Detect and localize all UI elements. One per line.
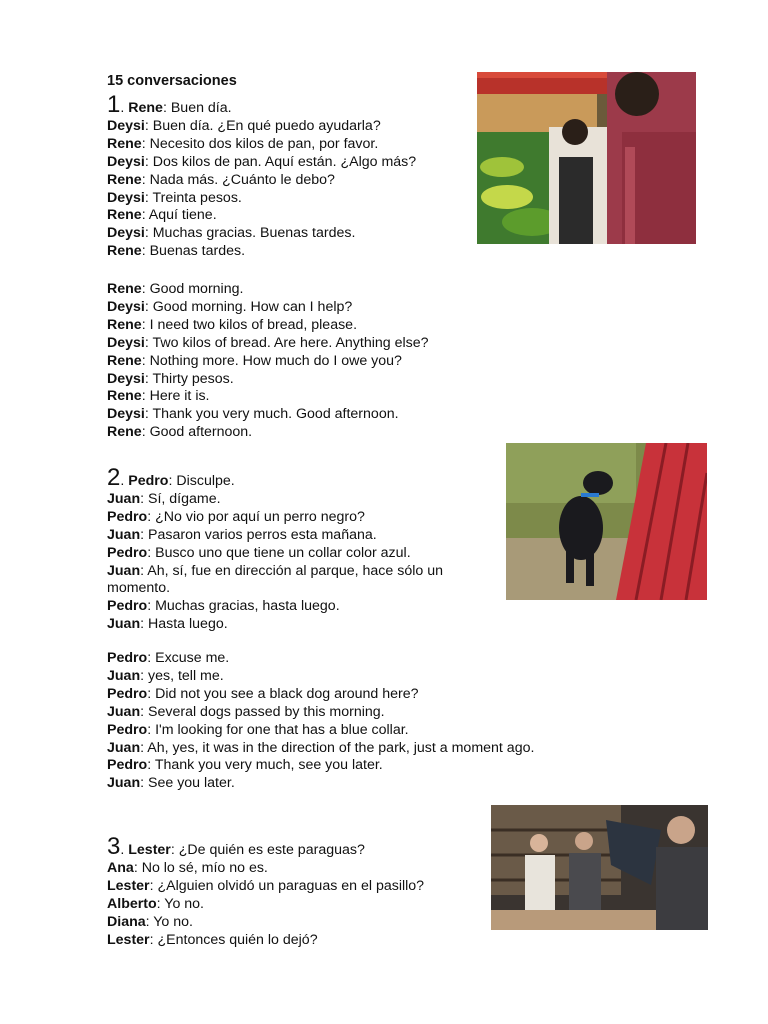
conversation-3-spanish bbox=[107, 833, 425, 949]
dialogue-line: Deysi: Treinta pesos. bbox=[107, 189, 242, 206]
dialogue-line: Juan: Pasaron varios perros esta mañana. bbox=[107, 526, 377, 543]
conversation-number: 2 bbox=[107, 464, 121, 491]
dialogue-line: Ana: No lo sé, mío no es. bbox=[107, 859, 268, 876]
umbrella-photo bbox=[491, 805, 708, 930]
dialogue-line: Juan: Ah, sí, fue en dirección al parque, hace sólo un momento. bbox=[107, 562, 443, 597]
dialogue-line: Pedro: Excuse me. bbox=[107, 650, 230, 666]
dialogue-line: Pedro: Thank you very much, see you later. bbox=[107, 757, 383, 774]
dialogue-line: Pedro: I'm looking for one that has a blue collar. bbox=[107, 721, 409, 738]
conversation-2-spanish bbox=[107, 464, 477, 634]
dialogue-line: Rene: Nada más. ¿Cuánto le debo? bbox=[107, 171, 335, 188]
conversation-1-spanish bbox=[107, 91, 417, 261]
dialogue-line: Diana: Yo no. bbox=[107, 913, 193, 930]
dialogue-line: Deysi: Good morning. How can I help? bbox=[107, 298, 353, 315]
dialogue-line: Pedro: Muchas gracias, hasta luego. bbox=[107, 598, 340, 615]
dialogue-line: Rene: Good morning. bbox=[107, 281, 244, 297]
dialogue-line: Juan: Several dogs passed by this morning. bbox=[107, 703, 385, 720]
conversation-number: 3 bbox=[107, 833, 121, 860]
dialogue-line: Lester: ¿Entonces quién lo dejó? bbox=[107, 931, 318, 948]
dialogue-line: Rene: Necesito dos kilos de pan, por favor. bbox=[107, 135, 379, 152]
dialogue-line: Juan: Hasta luego. bbox=[107, 616, 228, 633]
dialogue-line: Rene: I need two kilos of bread, please. bbox=[107, 316, 358, 333]
dialogue-line: Juan: Sí, dígame. bbox=[107, 490, 221, 507]
dialogue-line: Rene: Buenas tardes. bbox=[107, 243, 246, 260]
dialogue-line: Lester: ¿Alguien olvidó un paraguas en el pasillo? bbox=[107, 877, 425, 894]
dialogue-line: Deysi: Muchas gracias. Buenas tardes. bbox=[107, 225, 356, 242]
dialogue-line: Pedro: Did not you see a black dog around here? bbox=[107, 685, 419, 702]
dialogue-line: Rene: Nothing more. How much do I owe you? bbox=[107, 352, 402, 369]
dialogue-line: Deysi: Buen día. ¿En qué puedo ayudarla? bbox=[107, 117, 381, 134]
dialogue-line: Alberto: Yo no. bbox=[107, 895, 204, 912]
conversation-2-english bbox=[107, 650, 534, 793]
conversation-1-english bbox=[107, 281, 429, 442]
conversation-number: 1 bbox=[107, 91, 121, 118]
dialogue-line: Juan: See you later. bbox=[107, 775, 235, 792]
dialogue-line: Juan: yes, tell me. bbox=[107, 667, 224, 684]
dialogue-line: Pedro: Busco uno que tiene un collar color azul. bbox=[107, 544, 411, 561]
dialogue-line: Deysi: Thank you very much. Good afternoon. bbox=[107, 406, 399, 423]
dialogue-line: Juan: Ah, yes, it was in the direction of the park, just a moment ago. bbox=[107, 739, 535, 756]
dialogue-line: Rene: Aquí tiene. bbox=[107, 207, 217, 224]
market-photo bbox=[477, 72, 696, 244]
dialogue-line: Deysi: Two kilos of bread. Are here. Anything else? bbox=[107, 334, 429, 351]
dialogue-line: Deysi: Thirty pesos. bbox=[107, 370, 234, 387]
dog-photo bbox=[506, 443, 707, 600]
dialogue-line: Rene: Here it is. bbox=[107, 388, 210, 405]
dialogue-line: 1. Rene: Buen día. bbox=[107, 91, 232, 118]
dialogue-line: 2. Pedro: Disculpe. bbox=[107, 464, 235, 491]
document-title: 15 conversaciones bbox=[107, 73, 237, 89]
dialogue-line: Deysi: Dos kilos de pan. Aquí están. ¿Algo más? bbox=[107, 153, 417, 170]
dialogue-line: 3. Lester: ¿De quién es este paraguas? bbox=[107, 833, 365, 860]
dialogue-line: Pedro: ¿No vio por aquí un perro negro? bbox=[107, 508, 365, 525]
dialogue-line: Rene: Good afternoon. bbox=[107, 424, 253, 441]
